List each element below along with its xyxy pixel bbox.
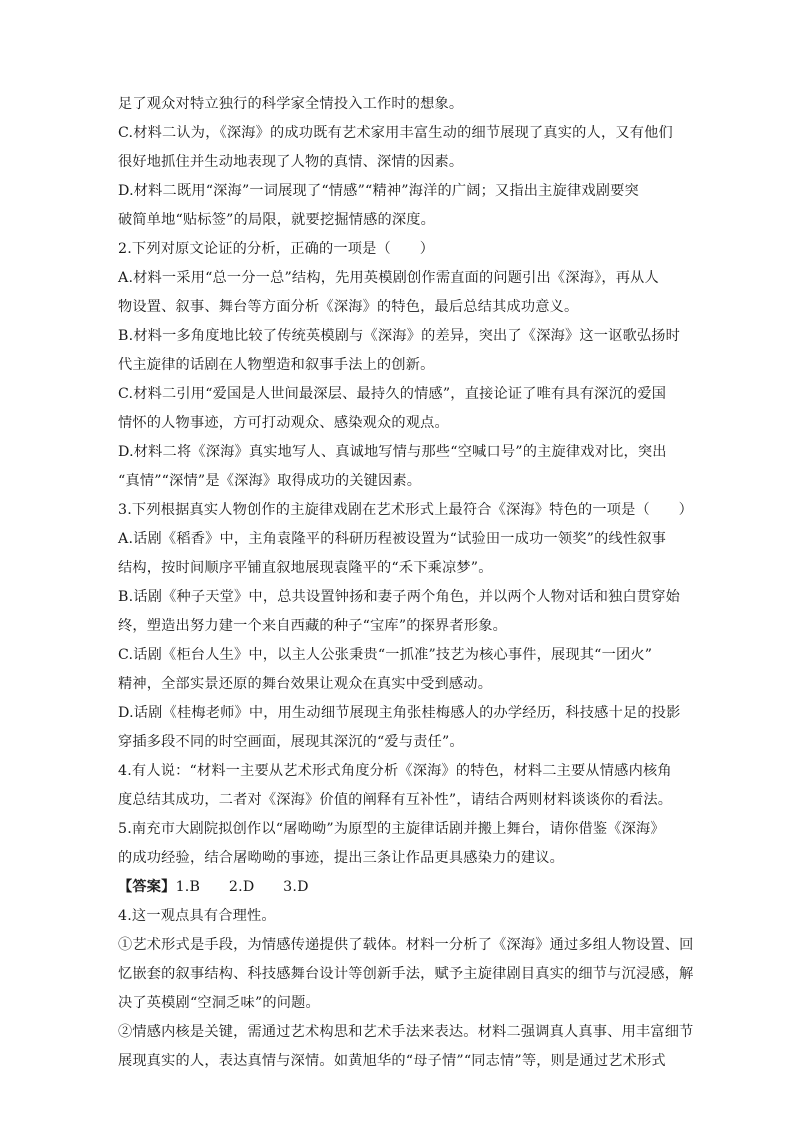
text-line: A.话剧《稻香》中，主角袁隆平的科研历程被设置为“试验田一成功一领奖”的线性叙事	[118, 531, 667, 547]
text-line: 结构，按时间顺序平铺直叙地展现袁隆平的“禾下乘凉梦”。	[118, 560, 493, 576]
text-line: C.材料二认为，《深海》的成功既有艺术家用丰富生动的细节展现了真实的人，又有他们	[118, 125, 673, 141]
answer-text: 1.B 2.D 3.D	[175, 879, 309, 895]
question-4-stem: 4.有人说：“材料一主要从艺术形式角度分析《深海》的特色，材料二主要从情感内核角	[118, 763, 672, 779]
text-line: D.话剧《桂梅老师》中，用生动细节展现主角张桂梅感人的办学经历，科技感十足的投影	[118, 705, 681, 721]
text-line: B.话剧《种子天堂》中，总共设置钟扬和妻子两个角色，并以两个人物对话和独白贯穿始	[118, 589, 681, 605]
text-line: 展现真实的人，表达真情与深情。如黄旭华的“母子情”“同志情”等，则是通过艺术形式	[118, 1053, 666, 1069]
text-line: 很好地抓住并生动地表现了人物的真情、深情的因素。	[118, 154, 464, 170]
text-line: A.材料一采用“总一分一总”结构，先用英模剧创作需直面的问题引出《深海》，再从人	[118, 270, 659, 286]
question-3-stem: 3.下列根据真实人物创作的主旋律戏剧在艺术形式上最符合《深海》特色的一项是（ ）	[118, 502, 694, 518]
text-line: B.材料一多角度地比较了传统英模剧与《深海》的差异，突出了《深海》这一讴歌弘扬时	[118, 328, 681, 344]
text-line: 4.这一观点具有合理性。	[118, 908, 276, 924]
text-line: 忆嵌套的叙事结构、科技感舞台设计等创新手法，赋予主旋律剧目真实的细节与沉浸感，解	[118, 966, 694, 982]
text-line: 精神，全部实景还原的舞台效果让观众在真实中受到感动。	[118, 676, 493, 692]
text-line: D.材料二既用“深海”一词展现了“情感”“精神”海洋的广阔；又指出主旋律戏剧要突	[118, 183, 639, 199]
question-5-stem: 5.南充市大剧院拟创作以“屠呦呦”为原型的主旋律话剧并搬上舞台，请你借鉴《深海》	[118, 821, 665, 837]
text-line: 度总结其成功，二者对《深海》价值的阐释有互补性”，请结合两则材料谈谈你的看法。	[118, 792, 673, 808]
document-page	[118, 90, 694, 1076]
text-line: 足了观众对特立独行的科学家全情投入工作时的想象。	[118, 96, 464, 112]
text-line: “真情”“深情”是《深海》取得成功的关键因素。	[118, 473, 422, 489]
text-line: ②情感内核是关键，需通过艺术构思和艺术手法来表达。材料二强调真人真事、用丰富细节	[118, 1024, 694, 1040]
text-line: C.材料二引用“爱国是人世间最深层、最持久的情感”，直接论证了唯有具有深沉的爱国	[118, 386, 667, 402]
text-line: 的成功经验，结合屠呦呦的事迹，提出三条让作品更具感染力的建议。	[118, 850, 565, 866]
text-line: D.材料二将《深海》真实地写人、真诚地写情与那些“空喊口号”的主旋律戏对比，突出	[118, 444, 667, 460]
text-line: 破简单地“贴标签”的局限，就要挖掘情感的深度。	[118, 212, 436, 228]
answer-label: 【答案】	[118, 879, 176, 895]
text-line: 终，塑造出努力建一个来自西藏的种子“宝库”的探界者形象。	[118, 618, 507, 634]
text-line: C.话剧《柜台人生》中，以主人公张秉贵“一抓准”技艺为核心事件，展现其“一团火”	[118, 647, 653, 663]
question-2-stem: 2.下列对原文论证的分析，正确的一项是（ ）	[118, 241, 435, 257]
answer-line	[118, 873, 684, 902]
text-line: 情怀的人物事迹，方可打动观众、感染观众的观点。	[118, 415, 449, 431]
text-line: 物设置、叙事、舞台等方面分析《深海》的特色，最后总结其成功意义。	[118, 299, 579, 315]
text-line: 穿插多段不同的时空画面，展现其深沉的“爱与责任”。	[118, 734, 464, 750]
text-line: 决了英模剧“空洞乏味”的问题。	[118, 995, 320, 1011]
text-line: 代主旋律的话剧在人物塑造和叙事手法上的创新。	[118, 357, 435, 373]
text-line: ①艺术形式是手段，为情感传递提供了载体。材料一分析了《深海》通过多组人物设置、回	[118, 937, 694, 953]
